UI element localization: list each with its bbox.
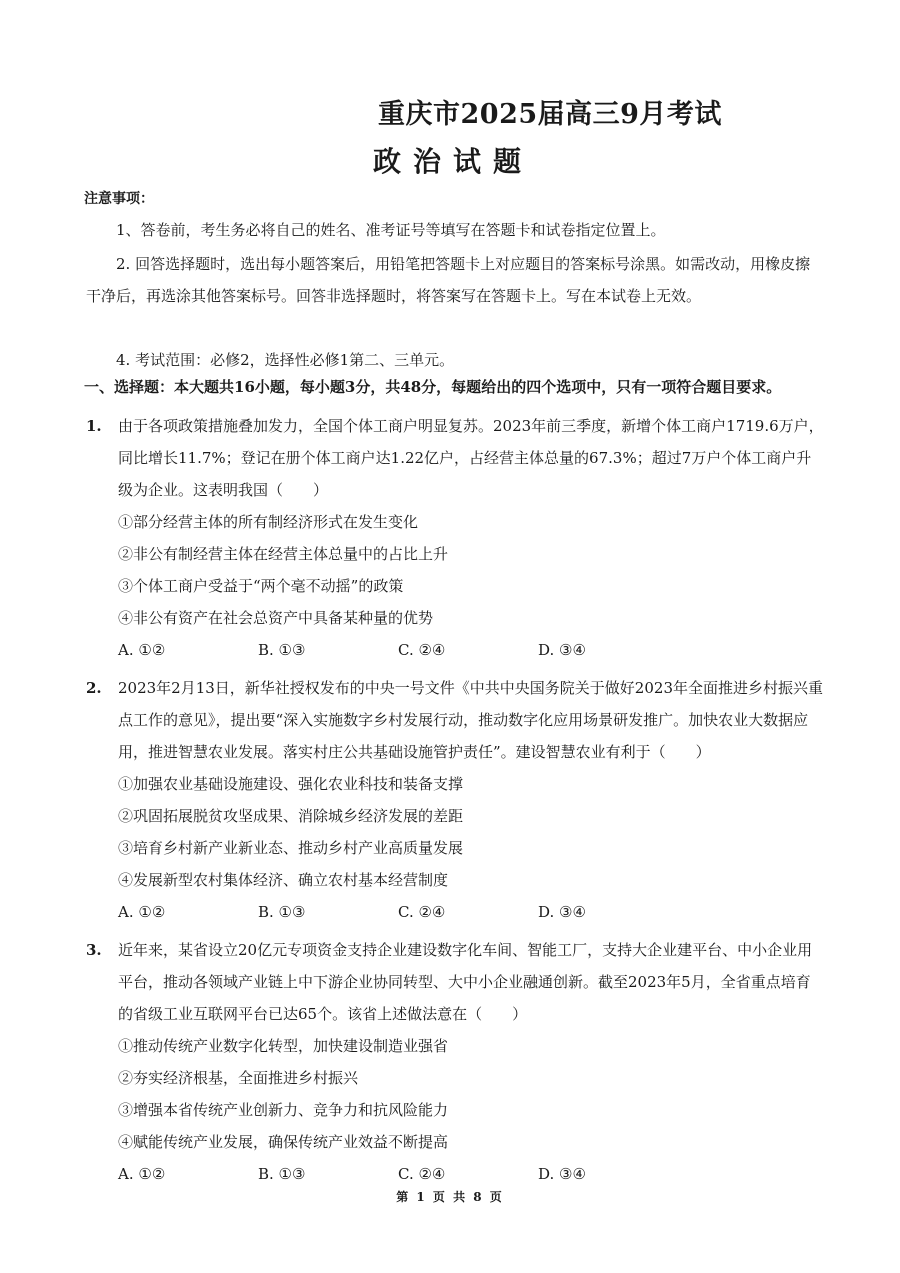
statement-option: ④赋能传统产业发展，确保传统产业效益不断提高: [118, 1133, 449, 1151]
exam-subtitle: 政治试题: [373, 145, 534, 178]
answer-choice-a: A. ①②: [118, 1165, 166, 1183]
answer-choice-d: D. ③④: [538, 1165, 586, 1183]
question-stem: 由于各项政策措施叠加发力，全国个体工商户明显复苏。2023年前三季度，新增个体工商户1719.6万户，同比增长11.7%；登记在册个体工商户达1.22亿户，占经营主体总量的67.3%；超过7万户个体工商户升级为企业。这表明我国（ ）: [118, 417, 824, 499]
question-stem: 近年来，某省设立20亿元专项资金支持企业建设数字化车间、智能工厂，支持大企业建平台、中小企业用平台，推动各领域产业链上中下游企业协同转型、大中小企业融通创新。截至2023年5月，全省重点培育的省级工业互联网平台已达65个。该省上述做法意在（ ）: [118, 941, 813, 1023]
statement-option: ④非公有资产在社会总资产中具备某种量的优势: [118, 609, 434, 627]
question-number: 2.: [86, 679, 102, 697]
answer-choice-d: D. ③④: [538, 903, 586, 921]
question-stem: 2023年2月13日，新华社授权发布的中央一号文件《中共中央国务院关于做好2023年全面推进乡村振兴重点工作的意见》，提出要“深入实施数字乡村发展行动，推动数字化应用场景研发推广。加快农业大数据应用，推进智慧农业发展。落实村庄公共基础设施管护责任”。建设智慧农业有利于（ ）: [118, 679, 823, 761]
answer-choice-b: B. ①③: [258, 903, 306, 921]
notice-item-2: 2. 回答选择题时，选出每小题答案后，用铅笔把答题卡上对应题目的答案标号涂黑。如需改动，用橡皮擦干净后，再选涂其他答案标号。回答非选择题时，将答案写在答题卡上。写在本试卷上无效。: [86, 255, 811, 305]
answer-choice-b: B. ①③: [258, 641, 306, 659]
notice-item-4: 4. 考试范围：必修2，选择性必修1第二、三单元。: [116, 351, 455, 369]
exam-title: 重庆市2025届高三9月考试: [378, 99, 722, 130]
page-footer: 第 1 页 共 8 页: [396, 1190, 504, 1204]
answer-choice-a: A. ①②: [118, 903, 166, 921]
answer-choices: [118, 1158, 678, 1190]
answer-choice-c: C. ②④: [398, 1165, 446, 1183]
answer-choice-c: C. ②④: [398, 641, 446, 659]
question-3: [86, 934, 826, 1190]
answer-choice-c: C. ②④: [398, 903, 446, 921]
notice-heading: 注意事项：: [84, 191, 154, 207]
statement-option: ①加强农业基础设施建设、强化农业科技和装备支撑: [118, 775, 464, 793]
answer-choice-a: A. ①②: [118, 641, 166, 659]
answer-choice-d: D. ③④: [538, 641, 586, 659]
statement-option: ③个体工商户受益于“两个毫不动摇”的政策: [118, 577, 404, 595]
answer-choices: [118, 896, 678, 928]
statement-option: ②夯实经济根基，全面推进乡村振兴: [118, 1069, 359, 1087]
answer-choices: [118, 634, 678, 666]
question-2: [86, 672, 826, 928]
statement-option: ④发展新型农村集体经济、确立农村基本经营制度: [118, 871, 449, 889]
notice-item-1: 1、答卷前，考生务必将自己的姓名、准考证号等填写在答题卡和试卷指定位置上。: [116, 221, 666, 239]
question-number: 3.: [86, 941, 102, 959]
statement-option: ①部分经营主体的所有制经济形式在发生变化: [118, 513, 419, 531]
statement-option: ③增强本省传统产业创新力、竞争力和抗风险能力: [118, 1101, 449, 1119]
statement-option: ②巩固拓展脱贫攻坚成果、消除城乡经济发展的差距: [118, 807, 464, 825]
question-number: 1.: [86, 417, 102, 435]
statement-option: ①推动传统产业数字化转型，加快建设制造业强省: [118, 1037, 449, 1055]
question-1: [86, 410, 826, 666]
statement-option: ②非公有制经营主体在经营主体总量中的占比上升: [118, 545, 449, 563]
answer-choice-b: B. ①③: [258, 1165, 306, 1183]
statement-option: ③培育乡村新产业新业态、推动乡村产业高质量发展: [118, 839, 464, 857]
section-heading: 一、选择题：本大题共16小题，每小题3分，共48分，每题给出的四个选项中，只有一项符合题目要求。: [84, 378, 782, 396]
